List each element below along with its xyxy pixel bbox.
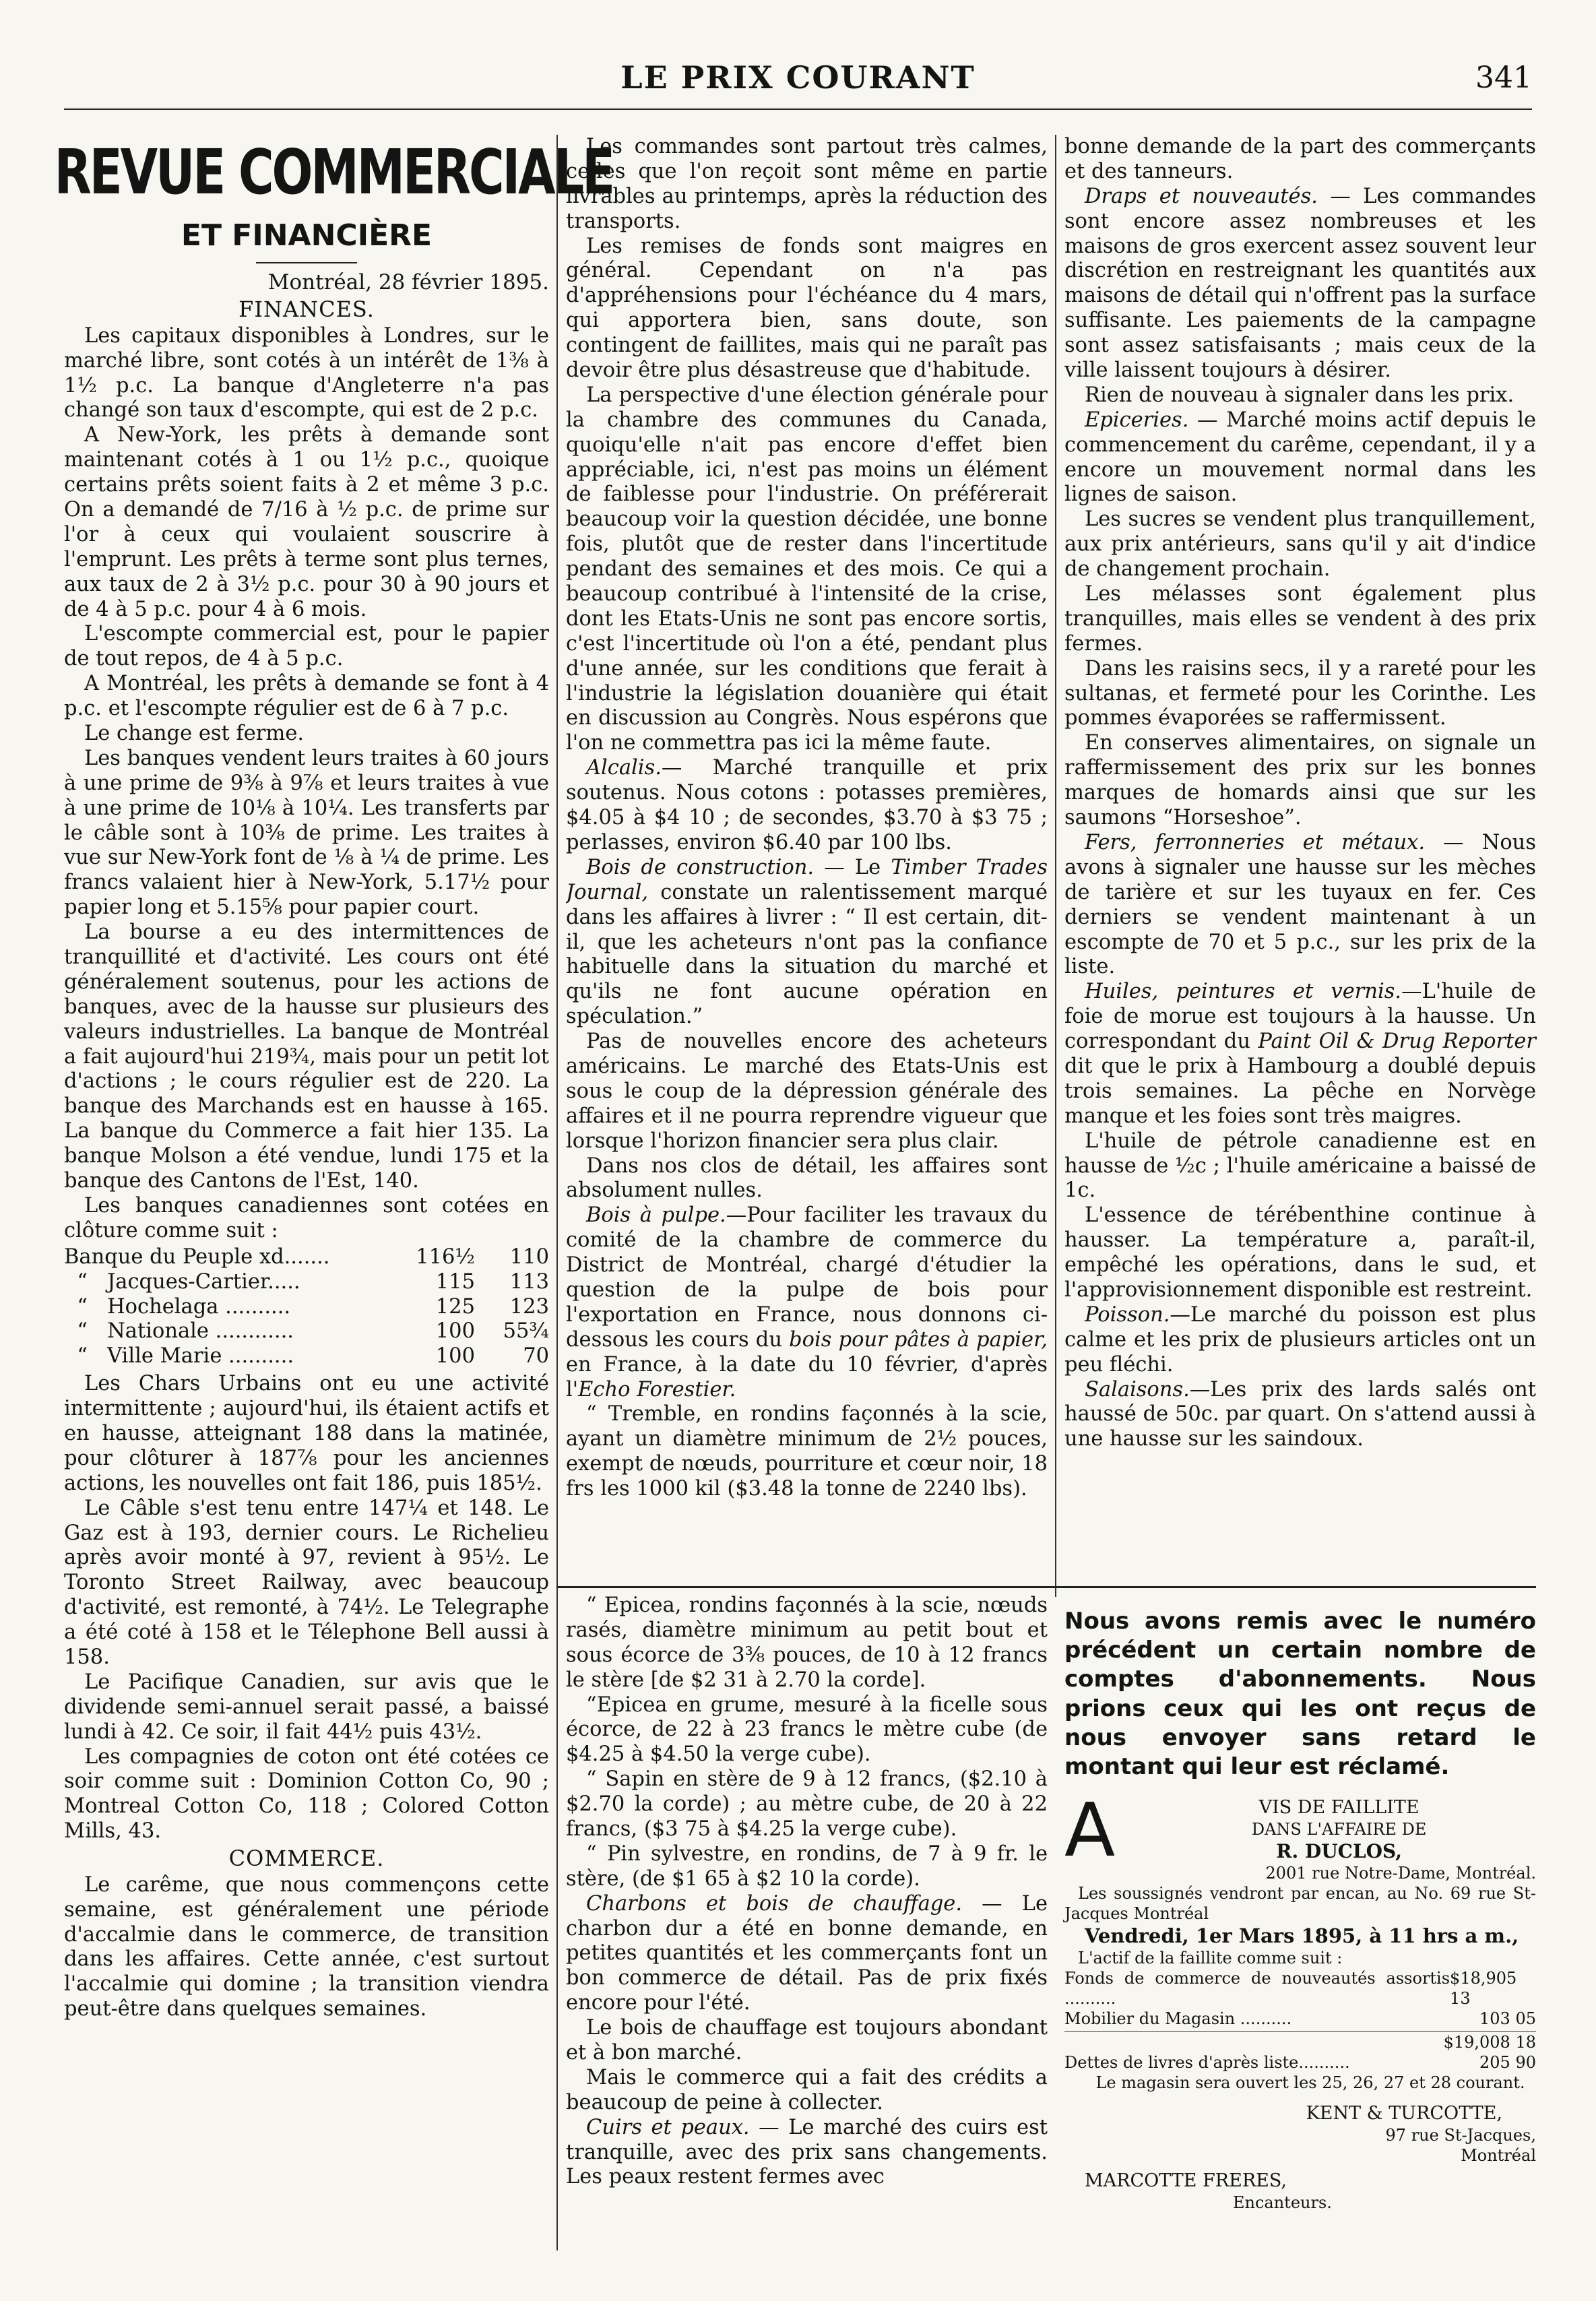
paragraph: Le change est ferme.: [84, 722, 305, 746]
column-rule: [556, 135, 558, 2250]
bank-bid: 100: [435, 1319, 475, 1344]
paragraph: “ Pin sylvestre, en rondins, de 7 à 9 fr. le stère, (de $1 65 à $2 10 la corde).: [566, 1841, 1048, 1891]
paragraph: Dans les raisins secs, il y a rareté pour les sultanas, et fermeté pour les Corinthe. Les pommes évaporées se raffermissent.: [1064, 656, 1536, 730]
ledger-value: 205 90: [1479, 2053, 1536, 2073]
drop-cap: A: [1064, 1787, 1116, 1874]
text: —Les prix des lards salés ont haussé de 50c. par quart. On s'attend aussi à une hausse sur les saindoux.: [1064, 1377, 1536, 1451]
rubric-huiles: Huiles, peintures et vernis.: [1085, 980, 1402, 1004]
paragraph-epiceries: [1064, 408, 1536, 508]
dateline: Montréal, 28 février 1895.: [267, 270, 549, 294]
ledger-label: Dettes de livres d'après liste..........: [1064, 2053, 1350, 2073]
italic-text: bois pour pâtes à papier,: [789, 1327, 1048, 1352]
paragraph: “ Epicea, rondins façonnés à la scie, nœuds rasés, diamètre minimum au petit bout et sous écorce de 3⅜ pouces, de 10 à 12 francs le stère [de $2 31 à 2.70 la corde].: [566, 1594, 1048, 1692]
journal-name: Paint Oil & Drug Reporter: [1258, 1030, 1536, 1054]
notice-subtitle: DANS L'AFFAIRE DE: [1251, 1819, 1427, 1839]
bank-ask: 55¾: [503, 1319, 549, 1344]
bank-bid: 100: [435, 1344, 475, 1368]
page-number: 341: [1475, 61, 1532, 95]
bank-ask: 123: [509, 1294, 549, 1319]
bank-bid: 115: [435, 1269, 475, 1294]
paragraph: Dans nos clos de détail, les affaires sont absolument nulles.: [566, 1154, 1048, 1203]
rubric-alcalis: Alcalis.: [586, 756, 662, 780]
debtor-address: 2001 rue Notre-Dame, Montréal.: [1265, 1863, 1536, 1883]
paragraph: En conserves alimentaires, on signale un raffermissement des prix sur les bonnes marques de homards ainsi que sur les saumons “Horseshoe”.: [1064, 731, 1536, 830]
bank-name: “ Ville Marie ..........: [64, 1344, 294, 1368]
firm-address: 97 rue St-Jacques,: [1385, 2125, 1536, 2145]
sale-date: Vendredi, 1er Mars 1895, à 11 hrs a m.,: [1085, 1924, 1519, 1947]
auctioneer-name: MARCOTTE FRERES,: [1085, 2170, 1287, 2191]
paragraph: Pas de nouvelles encore des acheteurs américains. Le marché des Etats-Unis est sous le coup de la dépression générale des affaires et il ne pourra reprendre vigueur que lorsque l'horizon financier sera plus clair.: [566, 1030, 1048, 1153]
bank-ask: 70: [523, 1344, 549, 1368]
rubric-charbons: Charbons et bois de chauffage.: [586, 1891, 963, 1916]
table-row: [64, 1295, 549, 1320]
ledger-value: 103 05: [1479, 2009, 1536, 2029]
text: — Nous avons à signaler une hausse sur les mèches de tarière et sur les tuyaux en fer. Ces derniers se vendent maintenant à un escompte de 70 et 5 p.c., sur les prix de la liste.: [1064, 830, 1536, 979]
rubric-pulpe: Bois à pulpe.: [586, 1203, 726, 1228]
text: — Le marché des cuirs est tranquille, avec des prix sans changements. Les peaux restent fermes avec: [566, 2115, 1048, 2189]
text: — Les commandes sont encore assez nombreuses et les maisons de gros exercent assez souvent leur discrétion en restreignant les quantités aux maisons de détail qui n'offrent pas la surface suffisante. Les paiements de la campagne sont assez satisfaisants ; mais ceux de la ville laissent toujours à désirer.: [1064, 184, 1536, 383]
bank-bid: 116½: [416, 1244, 475, 1269]
text: — Marché moins actif depuis le commencement du carême, cependant, il y a encore un mouvement normal dans les lignes de saison.: [1064, 408, 1536, 507]
table-row: [64, 1245, 549, 1270]
paragraph: L'huile de pétrole canadienne est en hausse de ½c ; l'huile américaine a baissé de 1c.: [1064, 1129, 1536, 1203]
ledger-label: Fonds de commerce de nouveautés assortis ..........: [1064, 1969, 1450, 2009]
text: — Marché tranquille et prix soutenus. Nous cotons : potasses premières, $4.05 à $4 10 ; de secondes, $3.70 à $3 75 ; perlasses, environ $6.40 par 100 lbs.: [566, 756, 1048, 854]
paragraph: bonne demande de la part des commerçants et des tanneurs.: [1064, 135, 1536, 183]
paragraph: Les sucres se vendent plus tranquillement, aux prix antérieurs, sans qu'il y ait d'indice de changement prochain.: [1064, 507, 1536, 581]
text: —L'huile de foie de morue est toujours à la hausse. Un correspondant du: [1064, 980, 1536, 1054]
paragraph-alcalis: [566, 756, 1048, 856]
rubric-salaisons: Salaisons.: [1085, 1377, 1190, 1401]
text: dit que le prix à Hambourg a doublé depuis trois semaines. La pêche en Norvège manque et les foies sont très maigres.: [1064, 1054, 1536, 1128]
paragraph: “ Sapin en stère de 9 à 12 francs, ($2.10 à $2.70 la corde) ; au mètre cube, de 20 à 22 francs, ($3 75 à $4.25 la verge cube).: [566, 1767, 1048, 1841]
bank-name: “ Hochelaga ..........: [64, 1294, 291, 1319]
paragraph: L'escompte commercial est, pour le papier de tout repos, de 4 à 5 p.c.: [64, 622, 549, 671]
masthead-subtitle: ET FINANCIÈRE: [181, 218, 433, 253]
paragraph: Mais le commerce qui a fait des crédits a beaucoup de peine à collecter.: [566, 2065, 1048, 2114]
column-2: [566, 135, 1048, 1590]
journal-name: Echo Forestier.: [578, 1377, 736, 1401]
ledger-row: [1064, 2009, 1536, 2029]
bank-ask: 110: [509, 1244, 549, 1269]
firm-name: KENT & TURCOTTE,: [1306, 2103, 1502, 2124]
page-header: [64, 54, 1532, 110]
ledger-value: $18,905 13: [1450, 1969, 1517, 2009]
bank-name: “ Nationale ............: [64, 1319, 294, 1344]
auctioneer-role: Encanteurs.: [1233, 2193, 1332, 2212]
column-2-lower: [566, 1594, 1048, 2190]
paragraph: A New-York, les prêts à demande sont maintenant cotés à 1 ou 1½ p.c., quoique certains prêts soient faits à 2 et même 3 p.c. On a demandé de 7/16 à ½ p.c. de prime sur l'or à ceux qui voulaient souscrire à l'emprunt. Les prêts à terme sont plus ternes, aux taux de 2 à 3½ p.c. pour 30 à 90 jours et de 4 à 5 p.c. pour 4 à 6 mois.: [64, 423, 549, 621]
paragraph-poisson: [1064, 1303, 1536, 1378]
paragraph-salaisons: [1064, 1378, 1536, 1453]
ledger-total: $19,008 18: [1443, 2033, 1536, 2052]
rubric-cuirs: Cuirs et peaux.: [586, 2115, 750, 2139]
text: — Le charbon dur a été en bonne demande, en petites quantités et les commerçants font un bon commerce de détail. Pas de prix fixés encore pour l'été.: [566, 1891, 1048, 2015]
rubric-fers: Fers, ferronneries et métaux.: [1085, 830, 1426, 854]
ledger-row: [1064, 2031, 1536, 2052]
firm-city: Montréal: [1461, 2145, 1536, 2165]
masthead-rule: [256, 262, 357, 263]
paragraph: Le bois de chauffage est toujours abondant et à bon marché.: [566, 2016, 1048, 2065]
journal-name: Timber Trades Journal,: [566, 855, 1048, 904]
bank-name: Banque du Peuple xd.......: [64, 1244, 330, 1269]
text: constate un ralentissement marqué dans les affaires à livrer : “ Il est certain, dit-il, que les acheteurs n'ont pas la confiance habituelle dans la situation du marché et qu'ils ne font aucune opération en spéculation.”: [566, 880, 1048, 1029]
paragraph: A Montréal, les prêts à demande se font à 4 p.c. et l'escompte régulier est de 6 à 7 p.c.: [64, 672, 549, 721]
column-3-lower: [1064, 1607, 1536, 2213]
notice-intro: Les soussignés vendront par encan, au No. 69 rue St-Jacques Montréal: [1064, 1883, 1536, 1923]
bank-ask: 113: [509, 1269, 549, 1294]
store-open-note: Le magasin sera ouvert les 25, 26, 27 et 28 courant.: [1095, 2073, 1525, 2093]
bankruptcy-notice: [1064, 1787, 1536, 2213]
section-heading-commerce: COMMERCE.: [228, 1846, 385, 1872]
subscription-notice: Nous avons remis avec le numéro précédent un certain nombre de comptes d'abonnements. Nous prions ceux qui les ont reçus de nous envoyer sans retard le montant qui leur est réclamé.: [1064, 1608, 1536, 1780]
paragraph: “ Tremble, en rondins façonnés à la scie, ayant un diamètre minimum de 2½ pouces, exempt de nœuds, pourriture et cœur noir, 18 frs les 1000 kil ($3.48 la tonne de 2240 lbs).: [566, 1402, 1048, 1501]
journal-title: LE PRIX COURANT: [620, 59, 976, 96]
paragraph: Les banques vendent leurs traites à 60 jours à une prime de 9⅜ à 9⅞ et leurs traites à vue à une prime de 10⅛ à 10¼. Les transferts par le câble sont à 10⅜ de prime. Les traites à vue sur New-York font de ⅛ à ¼ de prime. Les francs valaient hier à New-York, 5.17½ pour papier long et 5.15⅝ pour papier court.: [64, 746, 549, 920]
paragraph-pulpe: [566, 1203, 1048, 1402]
paragraph: Rien de nouveau à signaler dans les prix.: [1085, 383, 1514, 407]
paragraph-draps: [1064, 185, 1536, 383]
column-rule: [1055, 135, 1056, 1597]
ledger-label: Mobilier du Magasin ..........: [1064, 2009, 1292, 2029]
table-row: [64, 1270, 549, 1295]
rubric-draps: Draps et nouveautés.: [1085, 184, 1318, 208]
paragraph-cuirs: [566, 2116, 1048, 2190]
column-3: [1064, 135, 1536, 1452]
paragraph: Les compagnies de coton ont été cotées ce soir comme suit : Dominion Cotton Co, 90 ; Montreal Cotton Co, 118 ; Colored Cotton Mills, 43.: [64, 1744, 549, 1843]
paragraph: Le carême, que nous commençons cette semaine, est généralement une période d'accalmie dans le commerce, de transition dans les affaires. Cette année, c'est surtout l'accalmie qui domine ; la transition viendra peut-être dans quelques semaines.: [64, 1872, 549, 2021]
text: —Pour faciliter les travaux du comité de la chambre de commerce du District de Montréal, chargé d'étudier la question de la pulpe de bois pour l'exportation en France, nous donnons ci-dessous les cours du: [566, 1203, 1048, 1352]
paragraph-bois: [566, 856, 1048, 1030]
text: — Le: [814, 855, 891, 879]
bank-name: “ Jacques-Cartier.....: [64, 1269, 300, 1294]
paragraph: Les mélasses sont également plus tranquilles, mais elles se vendent à des prix fermes.: [1064, 582, 1536, 656]
text: —Le marché du poisson est plus calme et les prix de plusieurs articles ont un peu fléchi.: [1064, 1302, 1536, 1377]
paragraph: Les banques canadiennes sont cotées en clôture comme suit :: [64, 1193, 549, 1242]
paragraph: Le Pacifique Canadien, sur avis que le dividende semi-annuel serait passé, a baissé lundi à 42. Ce soir, il fait 44½ puis 43½.: [64, 1670, 549, 1744]
paragraph-fers: [1064, 831, 1536, 980]
masthead: [54, 135, 614, 263]
paragraph: Les Chars Urbains ont eu une activité intermittente ; aujourd'hui, ils étaient actifs et en hausse, atteignant 188 dans la matinée, pour clôturer à 187⅞ pour les anciennes actions, les nouvelles ont fait 186, puis 185½.: [64, 1372, 549, 1495]
paragraph: Le Câble s'est tenu entre 147¼ et 148. Le Gaz est à 193, dernier cours. Le Richelieu après avoir monté à 97, revient à 95½. Le Toronto Street Railway, avec beaucoup d'activité, est remonté, à 74½. Le Telegraphe a été coté à 158 et le Télephone Bell aussi à 158.: [64, 1496, 549, 1669]
paragraph-charbons: [566, 1892, 1048, 2016]
table-row: [64, 1319, 549, 1344]
table-row: [64, 1344, 549, 1369]
text: en France, à la date du 10 février, d'après l': [566, 1352, 1048, 1401]
paragraph: Les capitaux disponibles à Londres, sur le marché libre, sont cotés à un intérêt de 1⅜ à 1½ p.c. La banque d'Angleterre n'a pas changé son taux d'escompte, qui est de 2 p.c.: [64, 323, 549, 422]
paragraph: La bourse a eu des intermittences de tranquillité et d'activité. Les cours ont été généralement soutenus, pour les actions de banques, avec de la hausse sur plusieurs des valeurs industrielles. La banque de Montréal a fait aujourd'hui 219¾, mais pour un petit lot d'actions ; le cours régulier est de 220. La banque des Marchands est en hausse à 165. La banque du Commerce a fait hier 135. La banque Molson a été vendue, lundi 175 et la banque des Cantons de l'Est, 140.: [64, 920, 549, 1193]
paragraph: “Epicea en grume, mesuré à la ficelle sous écorce, de 22 à 23 francs le mètre cube (de $4.25 à $4.50 la verge cube).: [566, 1693, 1048, 1767]
paragraph: L'essence de térébenthine continue à hausser. La température a, paraît-il, empêché les opérations, dans le sud, et l'approvisionnement disponible est restreint.: [1064, 1203, 1536, 1302]
paragraph-huiles: [1064, 980, 1536, 1129]
notice-title: VIS DE FAILLITE: [1258, 1797, 1419, 1819]
section-heading-finances: FINANCES.: [238, 296, 375, 323]
bank-quotes-table: [64, 1245, 549, 1369]
paragraph: La perspective d'une élection générale pour la chambre des communes du Canada, quoiqu'elle n'ait pas encore d'effet bien appréciable, ici, n'est pas moins un élément de faiblesse pour l'industrie. On préférerait beaucoup voir la question décidée, une bonne fois, plutôt que de rester dans l'incertitude pendant des semaines et des mois. Ce qui a beaucoup contribué à l'intensité de la crise, dont les Etats-Unis ne sont pas encore sortis, c'est l'incertitude où l'on a été, pendant plus d'une année, sur les conditions que ferait à l'industrie la législation douanière qui était en discussion au Congrès. Nous espérons que l'on ne commettra pas ici la même faute.: [566, 383, 1048, 755]
assets-intro: L'actif de la faillite comme suit :: [1078, 1949, 1343, 1968]
ledger-row: [1064, 1968, 1536, 2009]
paragraph: Les commandes sont partout très calmes, celles que l'on reçoit sont même en partie livrables au printemps, après la réduction des transports.: [566, 135, 1048, 233]
debtor-name: R. DUCLOS,: [1276, 1839, 1403, 1862]
rubric-epiceries: Epiceries.: [1085, 408, 1189, 432]
rubric-bois: Bois de construction.: [586, 855, 815, 879]
paragraph: Les remises de fonds sont maigres en général. Cependant on n'a pas d'appréhensions pour l'échéance du 4 mars, qui apportera bien, sans doute, son contingent de faillites, mais qui ne paraît pas devoir être plus désastreuse que d'habitude.: [566, 234, 1048, 383]
ledger-row: [1064, 2052, 1536, 2073]
rubric-poisson: Poisson.: [1085, 1302, 1170, 1327]
column-1: [54, 135, 614, 2022]
bank-bid: 125: [435, 1294, 475, 1319]
masthead-title: REVUE COMMERCIALE: [54, 136, 614, 208]
